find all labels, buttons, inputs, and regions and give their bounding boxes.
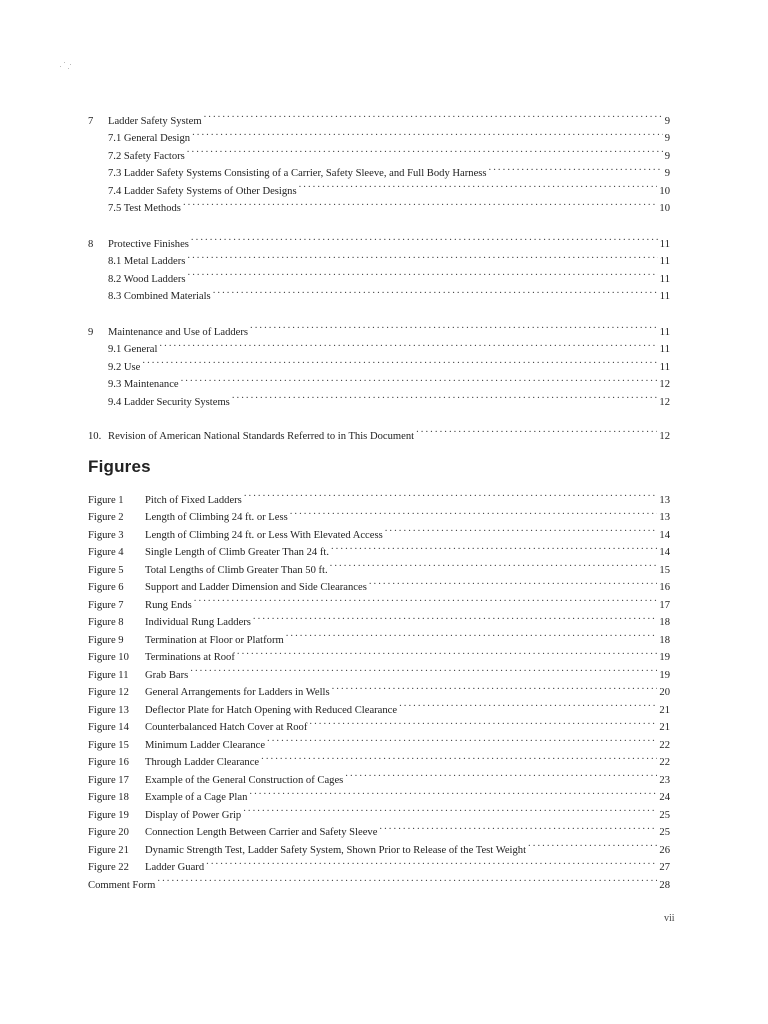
page-ref: 11 <box>659 361 670 373</box>
dot-leader <box>330 555 658 573</box>
figure-label: Figure 4 <box>88 547 124 558</box>
dot-leader <box>253 608 657 626</box>
page-ref: 18 <box>659 617 670 628</box>
figure-label: Figure 5 <box>88 564 124 576</box>
figure-label: Figure 19 <box>88 809 129 821</box>
figures-heading: Figures <box>88 457 151 476</box>
figure-title: General Arrangements for Ladders in Wells <box>145 687 330 698</box>
dot-leader <box>249 783 657 801</box>
figure-label: Figure 1 <box>88 494 124 506</box>
toc-entry[interactable] <box>88 106 670 127</box>
page-ref: 11 <box>659 238 670 250</box>
subsection-title: 9.1 General <box>108 344 158 355</box>
dot-leader <box>345 765 657 783</box>
dot-leader <box>183 194 657 212</box>
toc-entry[interactable] <box>88 317 670 338</box>
subsection-title: 9.4 Ladder Security Systems <box>108 396 230 408</box>
section-title: Revision of American National Standards Referred to in This Document <box>108 430 415 442</box>
figure-title: Length of Climbing 24 ft. or Less With Elevated Access <box>145 529 383 541</box>
page-ref: 16 <box>659 582 670 593</box>
dot-leader <box>399 695 657 713</box>
figure-title: Through Ladder Clearance <box>145 757 260 768</box>
page-ref: 17 <box>659 599 670 611</box>
figure-label: Figure 11 <box>88 669 129 681</box>
dot-leader <box>290 503 658 521</box>
dot-leader <box>190 660 657 678</box>
figure-title: Example of the General Construction of Cages <box>145 774 344 786</box>
dot-leader <box>204 106 663 124</box>
dot-leader <box>159 335 657 353</box>
page-ref: 12 <box>659 396 670 408</box>
figure-title: Total Lengths of Climb Greater Than 50 ft. <box>145 564 328 576</box>
dot-leader <box>379 818 657 836</box>
subsection-title: 7.1 General Design <box>108 133 191 144</box>
dot-leader <box>416 421 657 439</box>
dot-leader <box>142 352 657 370</box>
figure-title: Pitch of Fixed Ladders <box>145 494 242 506</box>
figure-title: Grab Bars <box>145 669 189 681</box>
subsection-title: 7.3 Ladder Safety Systems Consisting of a Carrier, Safety Sleeve, and Full Body Harness <box>108 168 487 179</box>
page-ref: 9 <box>664 115 670 127</box>
dot-leader <box>267 730 657 748</box>
dot-leader <box>369 573 658 591</box>
figure-title: Counterbalanced Hatch Cover at Roof <box>145 722 308 733</box>
subsection-title: 8.3 Combined Materials <box>108 291 211 302</box>
figure-title: Terminations at Roof <box>145 652 235 663</box>
figure-label: Figure 13 <box>88 704 129 716</box>
figure-entry[interactable] <box>88 485 670 506</box>
figure-label: Figure 2 <box>88 512 124 523</box>
dot-leader <box>188 264 658 282</box>
page-ref: 11 <box>659 344 670 355</box>
page-ref: 24 <box>659 792 670 803</box>
subsection-title: 7.5 Test Methods <box>108 203 181 214</box>
section-title: Maintenance and Use of Ladders <box>108 326 249 338</box>
page-ref: 14 <box>659 547 670 558</box>
page-ref: 11 <box>659 273 670 285</box>
page-ref: 22 <box>659 757 670 768</box>
dot-leader <box>489 159 663 177</box>
comment-form-title: Comment Form <box>88 879 156 891</box>
page-ref: 11 <box>659 256 670 267</box>
figure-title: Ladder Guard <box>145 862 205 873</box>
subsection-title: 7.4 Ladder Safety Systems of Other Designs <box>108 185 297 197</box>
page-ref: 11 <box>659 291 670 302</box>
page-ref: 10 <box>659 203 670 214</box>
page-ref: 19 <box>659 652 670 663</box>
figure-title: Individual Rung Ladders <box>145 617 251 628</box>
page-ref: 26 <box>659 844 670 856</box>
section-number: 9 <box>88 326 94 338</box>
figure-title: Display of Power Grip <box>145 809 242 821</box>
dot-leader <box>187 247 657 265</box>
dot-leader <box>244 485 658 503</box>
dot-leader <box>385 520 658 538</box>
toc-section-10 <box>88 421 670 442</box>
figure-title: Connection Length Between Carrier and Safety Sleeve <box>145 827 378 838</box>
section-number: 10. <box>88 430 102 442</box>
figure-label: Figure 9 <box>88 634 124 646</box>
dot-leader <box>192 124 663 142</box>
figure-label: Figure 10 <box>88 652 129 663</box>
toc-entry[interactable] <box>88 421 670 442</box>
figure-title: Length of Climbing 24 ft. or Less <box>145 512 288 523</box>
page-ref: 13 <box>659 494 670 506</box>
toc-entry[interactable] <box>88 229 670 250</box>
figure-title: Minimum Ladder Clearance <box>145 739 266 751</box>
subsection-title: 8.1 Metal Ladders <box>108 256 186 267</box>
dot-leader <box>250 317 658 335</box>
figure-label: Figure 14 <box>88 722 129 733</box>
dot-leader <box>243 800 657 818</box>
subsection-title: 8.2 Wood Ladders <box>108 273 186 285</box>
figure-title: Support and Ladder Dimension and Side Clearances <box>145 582 367 593</box>
figure-label: Figure 15 <box>88 739 129 751</box>
figure-title: Single Length of Climb Greater Than 24 ft. <box>145 547 329 558</box>
figure-title: Rung Ends <box>145 599 192 611</box>
page-ref: 22 <box>659 739 670 751</box>
dot-leader <box>191 229 658 247</box>
subsection-title: 9.3 Maintenance <box>108 379 179 390</box>
page-ref: 23 <box>659 774 670 786</box>
dot-leader <box>528 835 657 853</box>
figure-label: Figure 17 <box>88 774 129 786</box>
page-ref: 25 <box>659 827 670 838</box>
dot-leader <box>206 853 657 871</box>
dot-leader <box>286 625 658 643</box>
figure-label: Figure 8 <box>88 617 124 628</box>
figures-list <box>88 485 670 891</box>
dot-leader <box>237 643 658 661</box>
page-ref: 13 <box>659 512 670 523</box>
figure-title: Termination at Floor or Platform <box>145 634 284 646</box>
dot-leader <box>299 176 658 194</box>
page-ref: 12 <box>659 430 670 442</box>
section-number: 8 <box>88 238 94 250</box>
figure-label: Figure 7 <box>88 599 124 611</box>
page-ref: 14 <box>659 529 670 541</box>
page-ref: 9 <box>664 168 670 179</box>
toc-section-9 <box>88 317 670 408</box>
page-ref: 12 <box>659 379 670 390</box>
dot-leader <box>157 870 657 888</box>
page-ref: 20 <box>659 687 670 698</box>
section-title: Ladder Safety System <box>108 115 202 127</box>
section-number: 7 <box>88 115 94 127</box>
figure-title: Example of a Cage Plan <box>145 792 248 803</box>
dot-leader <box>194 590 658 608</box>
toc-section-7 <box>88 106 670 214</box>
subsection-title: 9.2 Use <box>108 361 141 373</box>
toc-subentry[interactable] <box>88 352 670 373</box>
dot-leader <box>181 370 658 388</box>
dot-leader <box>261 748 657 766</box>
section-title: Protective Finishes <box>108 238 189 250</box>
page-ref: 19 <box>659 669 670 681</box>
page-number: vii <box>664 913 675 924</box>
page-ref: 21 <box>659 704 670 716</box>
dot-leader <box>331 538 657 556</box>
page-ref: 10 <box>659 185 670 197</box>
page-ref: 15 <box>659 564 670 576</box>
page-ref: 21 <box>659 722 670 733</box>
figure-label: Figure 3 <box>88 529 124 541</box>
figure-label: Figure 18 <box>88 792 129 803</box>
page-ref: 27 <box>659 862 670 873</box>
figure-label: Figure 21 <box>88 844 129 856</box>
page-ref: 11 <box>659 326 670 338</box>
scan-speck <box>60 60 72 70</box>
figure-label: Figure 22 <box>88 862 129 873</box>
page-ref: 9 <box>664 133 670 144</box>
figure-label: Figure 6 <box>88 582 124 593</box>
figure-title: Deflector Plate for Hatch Opening with Reduced Clearance <box>145 704 398 716</box>
comment-form-entry[interactable] <box>88 870 670 891</box>
dot-leader <box>213 282 658 300</box>
dot-leader <box>309 713 657 731</box>
dot-leader <box>332 678 658 696</box>
toc-subentry[interactable] <box>88 335 670 353</box>
page-ref: 9 <box>664 150 670 162</box>
page-ref: 18 <box>659 634 670 646</box>
figure-label: Figure 16 <box>88 757 129 768</box>
figure-label: Figure 12 <box>88 687 129 698</box>
toc-subentry[interactable] <box>88 370 670 388</box>
dot-leader <box>232 387 658 405</box>
figure-label: Figure 20 <box>88 827 129 838</box>
page-ref: 28 <box>659 879 670 891</box>
figure-title: Dynamic Strength Test, Ladder Safety System, Shown Prior to Release of the Test Weight <box>145 844 527 856</box>
page-ref: 25 <box>659 809 670 821</box>
subsection-title: 7.2 Safety Factors <box>108 150 185 162</box>
dot-leader <box>187 141 663 159</box>
toc-section-8 <box>88 229 670 302</box>
